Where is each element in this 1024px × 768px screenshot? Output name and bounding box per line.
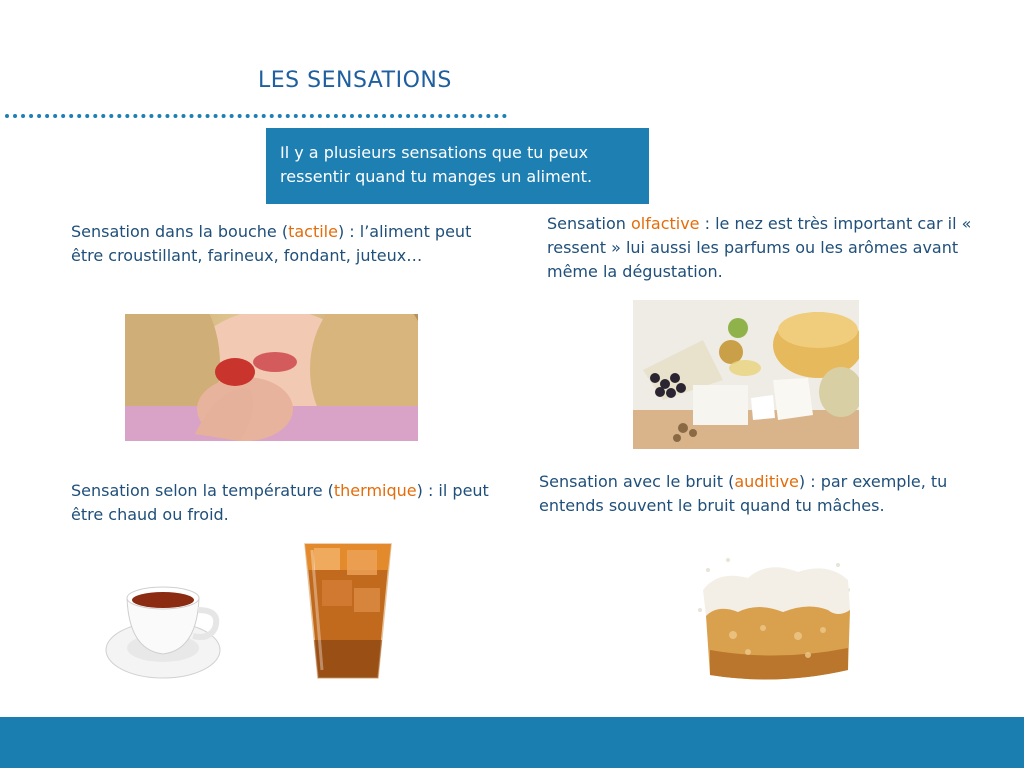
bitten-cake-photo (688, 540, 863, 685)
auditive-text-pre: Sensation avec le bruit ( (539, 472, 735, 491)
iced-tea-glass-photo (302, 540, 394, 683)
thermique-paragraph (71, 479, 496, 527)
tactile-text-pre: Sensation dans la bouche ( (71, 222, 289, 241)
thermique-text-pre: Sensation selon la température ( (71, 481, 334, 500)
cheese-platter-photo (633, 300, 859, 449)
auditive-paragraph (539, 470, 949, 518)
slide-title: LES SENSATIONS (258, 68, 452, 93)
thermique-keyword: thermique (333, 481, 417, 500)
auditive-text-post: ) : par exemple, tu entends souvent le bruit quand tu mâches. (539, 472, 948, 515)
title-dotted-rule (5, 114, 507, 118)
tea-cup-photo (105, 578, 225, 682)
intro-box (266, 128, 649, 204)
auditive-keyword: auditive (734, 472, 799, 491)
olfactive-paragraph (547, 212, 987, 284)
olfactive-text-post: : le nez est très important car il « ressent » lui aussi les parfums ou les arômes avant même la dégustation. (547, 214, 972, 281)
child-eating-photo (125, 314, 418, 441)
tactile-paragraph (71, 220, 491, 268)
intro-text: Il y a plusieurs sensations que tu peux ressentir quand tu manges un aliment. (280, 143, 593, 186)
olfactive-text-pre: Sensation (547, 214, 632, 233)
tactile-text-post: ) : l’aliment peut être croustillant, farineux, fondant, juteux… (71, 222, 472, 265)
olfactive-keyword: olfactive (631, 214, 700, 233)
footer-bar (0, 717, 1024, 768)
thermique-text-post: ) : il peut être chaud ou froid. (71, 481, 489, 524)
tactile-keyword: tactile (288, 222, 338, 241)
